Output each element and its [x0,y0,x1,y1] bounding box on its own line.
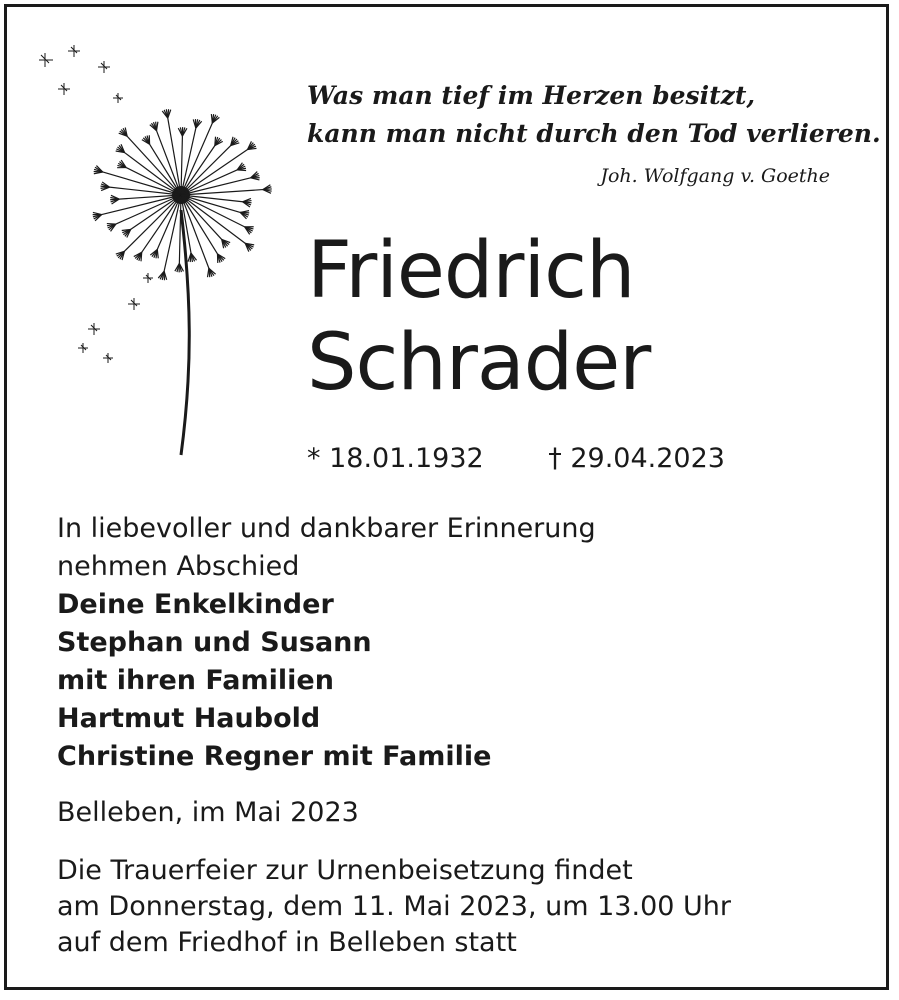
funeral-line-3: auf dem Friedhof in Belleben statt [57,927,517,958]
funeral-line-1: Die Trauerfeier zur Urnenbeisetzung findet [57,855,633,886]
mourners-block [57,510,857,776]
place-date: Belleben, im Mai 2023 [57,797,359,828]
quote [307,77,881,153]
dandelion-icon [21,35,291,465]
funeral-line-2: am Donnerstag, dem 11. Mai 2023, um 13.00 Uhr [57,891,731,922]
intro-line-1: In liebevoller und dankbarer Erinnerung [57,513,596,544]
first-name: Friedrich [307,226,635,316]
obituary-frame [4,4,889,990]
quote-line-2: kann man nicht durch den Tod verlieren. [307,119,881,148]
mourner-name: Stephan und Susann [57,627,372,658]
last-name: Schrader [307,318,651,408]
deceased-name [307,225,650,409]
intro-line-2: nehmen Abschied [57,551,300,582]
quote-line-1: Was man tief im Herzen besitzt, [307,81,756,110]
quote-author: Joh. Wolfgang v. Goethe [600,165,830,187]
birth-date: * 18.01.1932 [307,443,484,474]
mourner-name: Hartmut Haubold [57,703,321,734]
funeral-info [57,853,877,961]
mourner-name: Deine Enkelkinder [57,589,334,620]
mourner-name: mit ihren Familien [57,665,334,696]
mourner-name: Christine Regner mit Familie [57,741,492,772]
death-date: † 29.04.2023 [548,443,725,474]
life-dates [307,443,725,474]
